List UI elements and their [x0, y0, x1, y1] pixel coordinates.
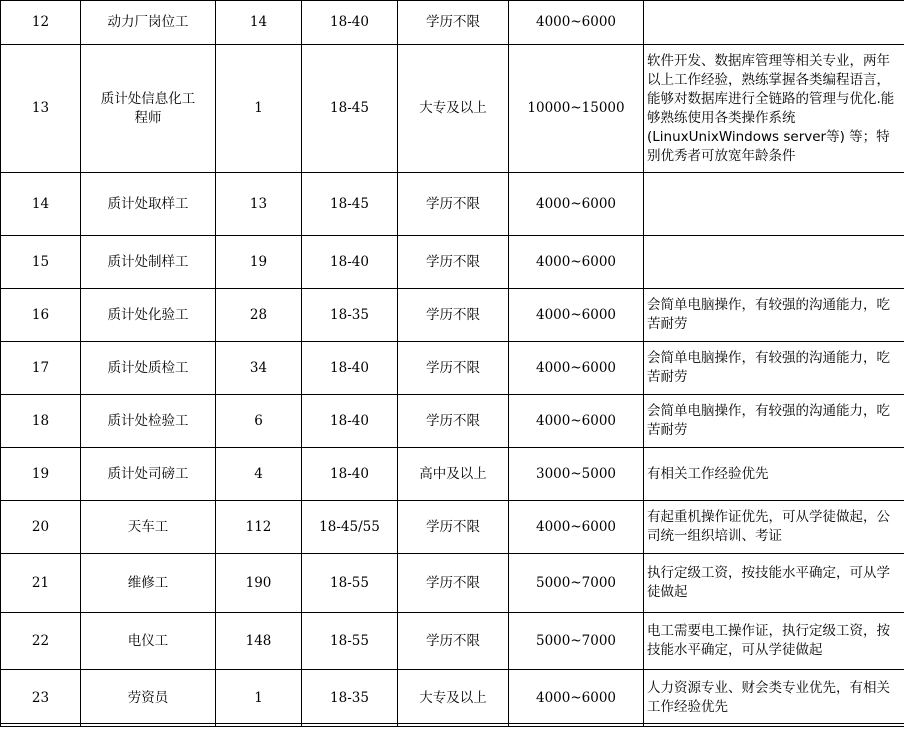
job-requirements[interactable] — [644, 236, 904, 289]
headcount[interactable]: 1 — [216, 670, 302, 727]
education-requirement[interactable]: 学历不限 — [398, 236, 509, 289]
row-number[interactable]: 22 — [1, 613, 81, 670]
position-name[interactable]: 质计处取样工 — [81, 173, 216, 236]
education-requirement[interactable]: 学历不限 — [398, 501, 509, 554]
age-range[interactable]: 18-40 — [302, 236, 398, 289]
headcount[interactable]: 1 — [216, 45, 302, 173]
job-requirements[interactable]: 有起重机操作证优先，可从学徒做起，公司统一组织培训、考证 — [644, 501, 904, 554]
job-requirements[interactable]: 会简单电脑操作，有较强的沟通能力，吃苦耐劳 — [644, 289, 904, 342]
job-requirements[interactable]: 电工需要电工操作证，执行定级工资，按技能水平确定，可从学徒做起 — [644, 613, 904, 670]
age-range[interactable]: 18-40 — [302, 395, 398, 448]
position-name[interactable]: 质计处质检工 — [81, 342, 216, 395]
education-requirement[interactable]: 学历不限 — [398, 342, 509, 395]
education-requirement[interactable]: 大专及以上 — [398, 45, 509, 173]
age-range[interactable]: 18-35 — [302, 289, 398, 342]
job-requirements[interactable]: 会简单电脑操作，有较强的沟通能力，吃苦耐劳 — [644, 342, 904, 395]
education-requirement[interactable]: 学历不限 — [398, 173, 509, 236]
headcount[interactable]: 190 — [216, 554, 302, 613]
salary-range[interactable]: 4000~6000 — [509, 670, 644, 727]
salary-range[interactable]: 10000~15000 — [509, 45, 644, 173]
education-requirement[interactable]: 学历不限 — [398, 1, 509, 45]
salary-range[interactable]: 3000~5000 — [509, 448, 644, 501]
position-name[interactable]: 质计处化验工 — [81, 289, 216, 342]
salary-range[interactable]: 4000~6000 — [509, 173, 644, 236]
table-row — [1, 342, 904, 395]
position-name[interactable]: 质计处制样工 — [81, 236, 216, 289]
salary-range[interactable]: 5000~7000 — [509, 613, 644, 670]
table-row — [1, 395, 904, 448]
row-number[interactable]: 19 — [1, 448, 81, 501]
age-range[interactable]: 18-55 — [302, 613, 398, 670]
position-name[interactable]: 维修工 — [81, 554, 216, 613]
row-number[interactable]: 16 — [1, 289, 81, 342]
position-name[interactable]: 电仪工 — [81, 613, 216, 670]
position-name[interactable]: 动力厂岗位工 — [81, 1, 216, 45]
age-range[interactable]: 18-40 — [302, 448, 398, 501]
headcount[interactable]: 6 — [216, 395, 302, 448]
salary-range[interactable]: 5000~7000 — [509, 554, 644, 613]
salary-range[interactable]: 4000~6000 — [509, 236, 644, 289]
row-number[interactable]: 17 — [1, 342, 81, 395]
age-range[interactable]: 18-40 — [302, 1, 398, 45]
education-requirement[interactable]: 学历不限 — [398, 613, 509, 670]
job-requirements[interactable] — [644, 173, 904, 236]
row-number[interactable]: 18 — [1, 395, 81, 448]
education-requirement[interactable]: 高中及以上 — [398, 448, 509, 501]
age-range[interactable]: 18-40 — [302, 342, 398, 395]
row-number[interactable]: 21 — [1, 554, 81, 613]
job-requirements[interactable]: 软件开发、数据库管理等相关专业，两年以上工作经验，熟练掌握各类编程语言，能够对数据库进行全链路的管理与优化.能够熟练使用各类操作系统(LinuxUnixWindows server等) 等；特别优秀者可放宽年龄条件 — [644, 45, 904, 173]
table-row — [1, 554, 904, 613]
table-row — [1, 670, 904, 727]
headcount[interactable]: 112 — [216, 501, 302, 554]
table-row — [1, 236, 904, 289]
age-range[interactable]: 18-45 — [302, 45, 398, 173]
table-row — [1, 501, 904, 554]
education-requirement[interactable]: 学历不限 — [398, 554, 509, 613]
job-requirements[interactable] — [644, 1, 904, 45]
education-requirement[interactable]: 学历不限 — [398, 289, 509, 342]
age-range[interactable]: 18-55 — [302, 554, 398, 613]
salary-range[interactable]: 4000~6000 — [509, 501, 644, 554]
job-requirements[interactable]: 人力资源专业、财会类专业优先，有相关工作经验优先 — [644, 670, 904, 727]
table-row — [1, 173, 904, 236]
age-range[interactable]: 18-35 — [302, 670, 398, 727]
table-row — [1, 45, 904, 173]
headcount[interactable]: 13 — [216, 173, 302, 236]
education-requirement[interactable]: 大专及以上 — [398, 670, 509, 727]
headcount[interactable]: 28 — [216, 289, 302, 342]
headcount[interactable]: 148 — [216, 613, 302, 670]
headcount[interactable]: 4 — [216, 448, 302, 501]
bottom-partial-row — [0, 723, 904, 730]
position-name[interactable]: 质计处信息化工程师 — [81, 45, 216, 173]
job-requirements[interactable]: 执行定级工资，按技能水平确定，可从学徒做起 — [644, 554, 904, 613]
headcount[interactable]: 14 — [216, 1, 302, 45]
table-row — [1, 613, 904, 670]
salary-range[interactable]: 4000~6000 — [509, 1, 644, 45]
row-number[interactable]: 14 — [1, 173, 81, 236]
headcount[interactable]: 34 — [216, 342, 302, 395]
table-row — [1, 289, 904, 342]
table-row — [1, 1, 904, 45]
education-requirement[interactable]: 学历不限 — [398, 395, 509, 448]
row-number[interactable]: 12 — [1, 1, 81, 45]
position-name[interactable]: 劳资员 — [81, 670, 216, 727]
age-range[interactable]: 18-45 — [302, 173, 398, 236]
table-body — [1, 1, 904, 727]
job-requirements[interactable]: 会简单电脑操作，有较强的沟通能力，吃苦耐劳 — [644, 395, 904, 448]
row-number[interactable]: 15 — [1, 236, 81, 289]
position-name[interactable]: 质计处司磅工 — [81, 448, 216, 501]
age-range[interactable]: 18-45/55 — [302, 501, 398, 554]
position-name[interactable]: 天车工 — [81, 501, 216, 554]
salary-range[interactable]: 4000~6000 — [509, 342, 644, 395]
position-name[interactable]: 质计处检验工 — [81, 395, 216, 448]
row-number[interactable]: 20 — [1, 501, 81, 554]
salary-range[interactable]: 4000~6000 — [509, 395, 644, 448]
salary-range[interactable]: 4000~6000 — [509, 289, 644, 342]
row-number[interactable]: 13 — [1, 45, 81, 173]
row-number[interactable]: 23 — [1, 670, 81, 727]
job-requirements[interactable]: 有相关工作经验优先 — [644, 448, 904, 501]
table-row — [1, 448, 904, 501]
headcount[interactable]: 19 — [216, 236, 302, 289]
